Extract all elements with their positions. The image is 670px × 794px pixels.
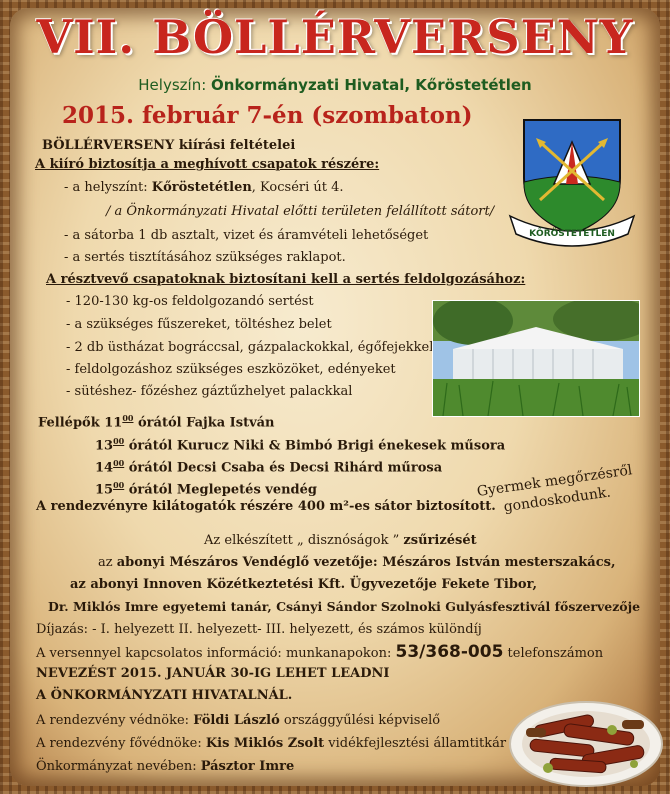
performer-line: Fellépők $11^{00}$ órától Fajka István <box>38 413 275 431</box>
performer-line: $15^{00}$ órától Meglepetés vendég <box>95 480 318 498</box>
team-item: - sütéshez- főzéshez gáztűzhelyet palackkal <box>66 384 353 399</box>
deadline-line: A ÖNKORMÁNYZATI HIVATALNÁL. <box>36 688 293 703</box>
conditions-title: BÖLLÉRVERSENY kiírási feltételei <box>42 138 296 153</box>
team-item: - 2 db üstházat bográccsal, gázpalackokkal, égőfejekkel <box>66 340 434 355</box>
host-heading: A kiíró biztosítja a meghívott csapatok részére: <box>35 157 380 172</box>
main-patron-line: A rendezvény fővédnöke: Kis Miklós Zsolt vidékfejlesztési államtitkár <box>36 736 507 751</box>
contact-line: A versennyel kapcsolatos információ: munkanapokon: 53/368-005 telefonszámon <box>36 642 604 662</box>
host-item: - a helyszínt: Kőröstetétlen, Kocséri út 4. <box>64 180 344 195</box>
host-item: - a sátorba 1 db asztalt, vizet és áramvételi lehetőséget <box>64 228 429 243</box>
venue-line: Helyszín: Önkormányzati Hivatal, Kőröstetétlen <box>138 76 532 94</box>
kids-note: Gyermek megőrzésről gondoskodunk. <box>475 462 634 516</box>
village-crest <box>506 112 638 247</box>
event-date: 2015. február 7-én (szombaton) <box>62 102 473 129</box>
patron-line: A rendezvény védnöke: Földi László országgyűlési képviselő <box>36 713 441 728</box>
tent-photo <box>432 300 640 417</box>
jury-line: az abonyi Mészáros Vendéglő vezetője: Mészáros István mesterszakács, <box>98 555 616 570</box>
host-item: / a Önkormányzati Hivatal előtti területen felállított sátort/ <box>106 204 495 219</box>
deadline-line: NEVEZÉST 2015. JANUÁR 30-IG LEHET LEADNI <box>36 666 390 681</box>
crest-label: KŐRÖSTETÉTLEN <box>529 229 615 239</box>
team-heading: A résztvevő csapatoknak biztosítani kell a sertés feldolgozásához: <box>46 272 526 287</box>
tent-note: A rendezvényre kilátogatók részére 400 m²-es sátor biztosított. <box>36 499 496 514</box>
jury-line: az abonyi Innoven Közétkeztetési Kft. Ügyvezetője Fekete Tibor, <box>70 577 538 592</box>
team-item: - 120-130 kg-os feldolgozandó sertést <box>66 294 314 309</box>
jury-intro: Az elkészített „ disznóságok ” zsűrizését <box>204 533 477 548</box>
prizes-line: Díjazás: - I. helyezett II. helyezett- III. helyezett, és számos különdíj <box>36 622 482 637</box>
performer-line: $13^{00}$ órától Kurucz Niki & Bimbó Brigi énekesek műsora <box>95 436 506 454</box>
jury-line: Dr. Miklós Imre egyetemi tanár, Csányi Sándor Szolnoki Gulyásfesztivál főszervezője <box>48 599 641 614</box>
performer-line: $14^{00}$ órától Decsi Csaba és Decsi Rihárd műrosa <box>95 458 443 476</box>
sausage-plate-image <box>504 690 664 790</box>
signer-line: Önkormányzat nevében: Pásztor Imre <box>36 759 295 774</box>
host-item: - a sertés tisztításához szükséges raklapot. <box>64 250 346 265</box>
poster-title: VII. BÖLLÉRVERSENY <box>36 10 634 64</box>
phone-number: 53/368-005 <box>395 642 504 662</box>
team-item: - feldolgozáshoz szükséges eszközöket, edényeket <box>66 362 396 377</box>
team-item: - a szükséges fűszereket, töltéshez belet <box>66 317 332 332</box>
